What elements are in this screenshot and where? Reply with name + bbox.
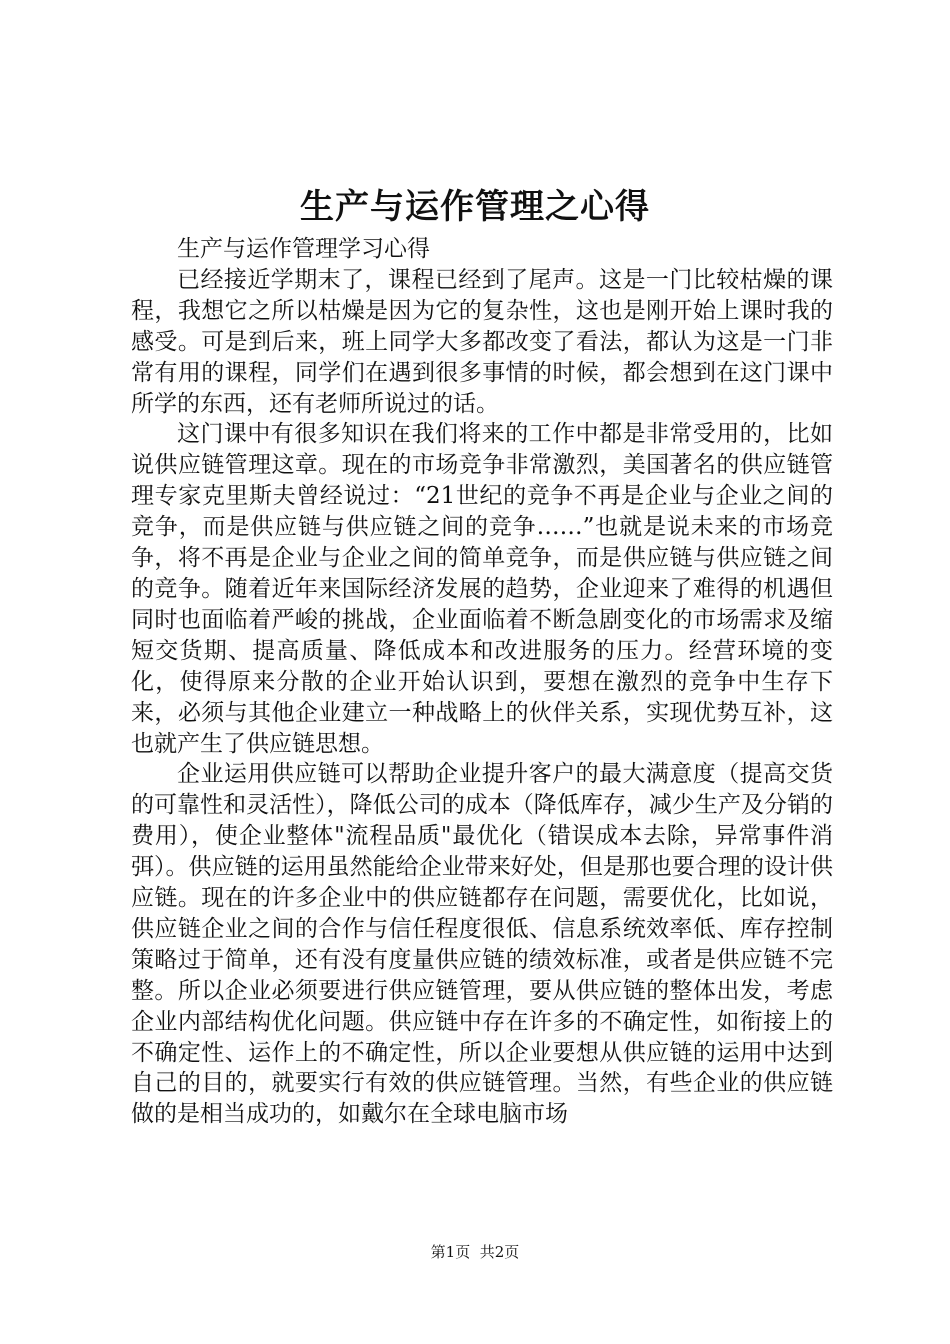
paragraph-supply-chain: 这门课中有很多知识在我们将来的工作中都是非常受用的，比如说供应链管理这章。现在的市场竞争非常激烈，美国著名的供应链管理专家克里斯夫曾经说过：“21世纪的竞争不再是企业与企业之间的竞争，而是供应链与供应链之间的竞争……”也就是说未来的市场竞争，将不再是企业与企业之间的简单竞争，而是供应链与供应链之间的竞争。随着近年来国际经济发展的趋势，企业迎来了难得的机遇但同时也面临着严峻的挑战，企业面临着不断急剧变化的市场需求及缩短交货期、提高质量、降低成本和改进服务的压力。经营环境的变化，使得原来分散的企业开始认识到，要想在激烈的竞争中生存下来，必须与其他企业建立一种战略上的伙伴关系，实现优势互补，这也就产生了供应链思想。 [131, 421, 833, 757]
paragraph-supply-chain-management: 企业运用供应链可以帮助企业提升客户的最大满意度（提高交货的可靠性和灵活性），降低公司的成本（降低库存，减少生产及分销的费用），使企业整体"流程品质"最优化（错误成本去除，异常事件消弭）。供应链的运用虽然能给企业带来好处，但是那也要合理的设计供应链。现在的许多企业中的供应链都存在问题，需要优化，比如说，供应链企业之间的合作与信任程度很低、信息系统效率低、库存控制策略过于简单，还有没有度量供应链的绩效标准，或者是供应链不完整。所以企业必须要进行供应链管理，要从供应链的整体出发，考虑企业内部结构优化问题。供应链中存在许多的不确定性，如衔接上的不确定性、运作上的不确定性，所以企业要想从供应链的运用中达到自己的目的，就要实行有效的供应链管理。当然，有些企业的供应链做的是相当成功的，如戴尔在全球电脑市场 [131, 761, 833, 1128]
page-total: 共2页 [479, 1243, 520, 1261]
page-number: 第1页 [430, 1243, 471, 1261]
paragraph-subtitle: 生产与运作管理学习心得 [177, 236, 430, 262]
document-title: 生产与运作管理之心得 [300, 187, 650, 227]
paragraph-intro: 已经接近学期末了，课程已经到了尾声。这是一门比较枯燥的课程，我想它之所以枯燥是因为它的复杂性，这也是刚开始上课时我的感受。可是到后来，班上同学大多都改变了看法，都认为这是一门非常有用的课程，同学们在遇到很多事情的时候，都会想到在这门课中所学的东西，还有老师所说过的话。 [131, 266, 833, 417]
document-body [131, 234, 833, 1130]
page-footer [0, 1242, 950, 1262]
